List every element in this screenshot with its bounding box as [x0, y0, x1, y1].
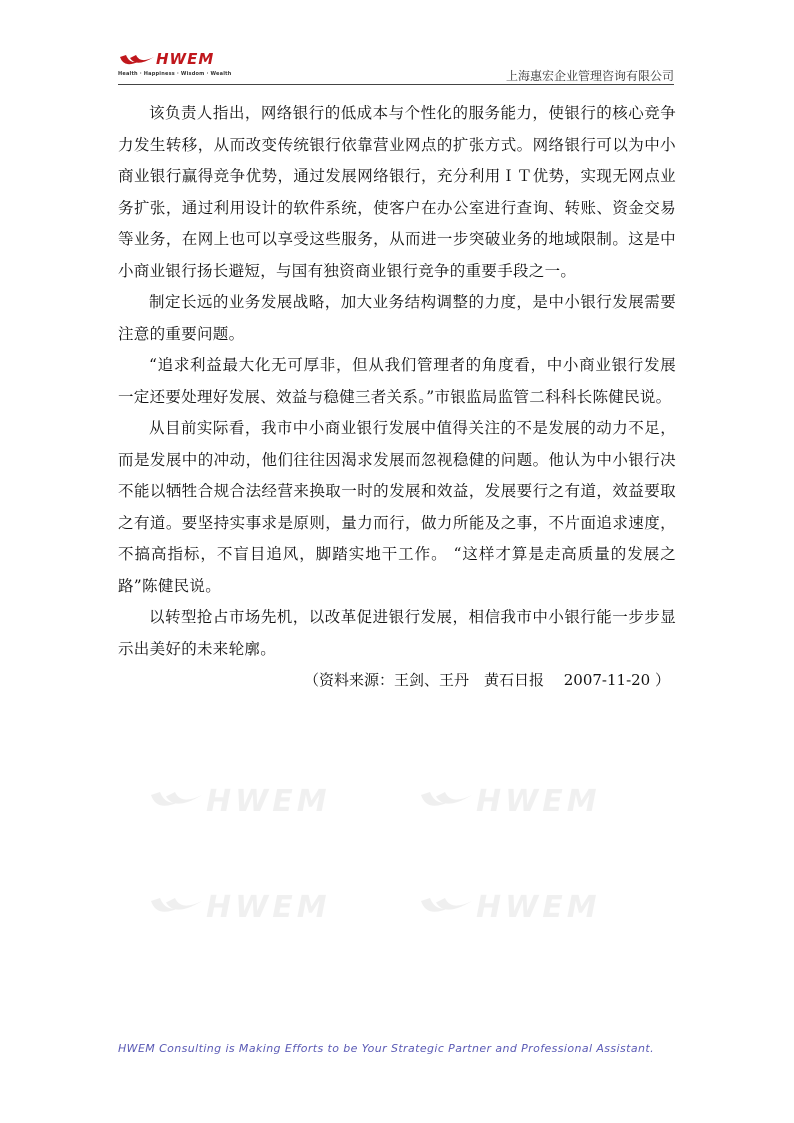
- logo-wordmark: HWEM: [156, 50, 215, 68]
- watermark-logo: [418, 782, 638, 826]
- paragraph: 以转型抢占市场先机，以改革促进银行发展，相信我市中小银行能一步步显示出美好的未来轮廓。: [118, 608, 676, 658]
- paragraph: “追求利益最大化无可厚非，但从我们管理者的角度看，中小商业银行发展一定还要处理好发展、效益与稳健三者关系。”市银监局监管二科科长陈健民说。: [118, 356, 676, 406]
- watermark-logo: [148, 888, 368, 932]
- page-header: [118, 50, 674, 86]
- watermark-wordmark: HWEM: [476, 890, 601, 925]
- watermark-swoosh-icon: [148, 888, 208, 926]
- source-citation: （资料来源：王剑、王丹 黄石日报 2007-11-20 ）: [303, 671, 670, 689]
- footer-slogan: HWEM Consulting is Making Efforts to be Your Strategic Partner and Professional Assistant.: [118, 1042, 654, 1055]
- hwem-logo: [118, 52, 258, 82]
- watermark-swoosh-icon: [148, 782, 208, 820]
- article-body: [118, 98, 676, 697]
- paragraph: 该负责人指出，网络银行的低成本与个性化的服务能力，使银行的核心竞争力发生转移，从而改变传统银行依靠营业网点的扩张方式。网络银行可以为中小商业银行赢得竞争优势，通过发展网络银行，充分利用ＩＴ优势，实现无网点业务扩张，通过利用设计的软件系统，使客户在办公室进行查询、转账、资金交易等业务，在网上也可以享受这些服务，从而进一步突破业务的地域限制。这是中小商业银行扬长避短，与国有独资商业银行竞争的重要手段之一。: [118, 104, 676, 280]
- watermark-wordmark: HWEM: [206, 784, 331, 819]
- watermark-logo: [418, 888, 638, 932]
- watermark-logo: [148, 782, 368, 826]
- header-divider: [118, 84, 674, 85]
- watermark-swoosh-icon: [418, 782, 478, 820]
- watermark-wordmark: HWEM: [206, 890, 331, 925]
- company-name: 上海惠宏企业管理咨询有限公司: [505, 69, 674, 83]
- swoosh-icon: [118, 51, 158, 71]
- watermark-wordmark: HWEM: [476, 784, 601, 819]
- watermark-swoosh-icon: [418, 888, 478, 926]
- logo-tagline: Health · Happiness · Wisdom · Wealth: [118, 71, 232, 77]
- paragraph: 从目前实际看，我市中小商业银行发展中值得关注的不是发展的动力不足，而是发展中的冲动，他们往往因渴求发展而忽视稳健的问题。他认为中小银行决不能以牺牲合规合法经营来换取一时的发展和效益，发展要行之有道，效益要取之有道。要坚持实事求是原则，量力而行，做力所能及之事，不片面追求速度，不搞高指标，不盲目追风，脚踏实地干工作。 “这样才算是走高质量的发展之路”陈健民说。: [118, 419, 676, 595]
- paragraph: 制定长远的业务发展战略，加大业务结构调整的力度，是中小银行发展需要注意的重要问题。: [118, 293, 676, 343]
